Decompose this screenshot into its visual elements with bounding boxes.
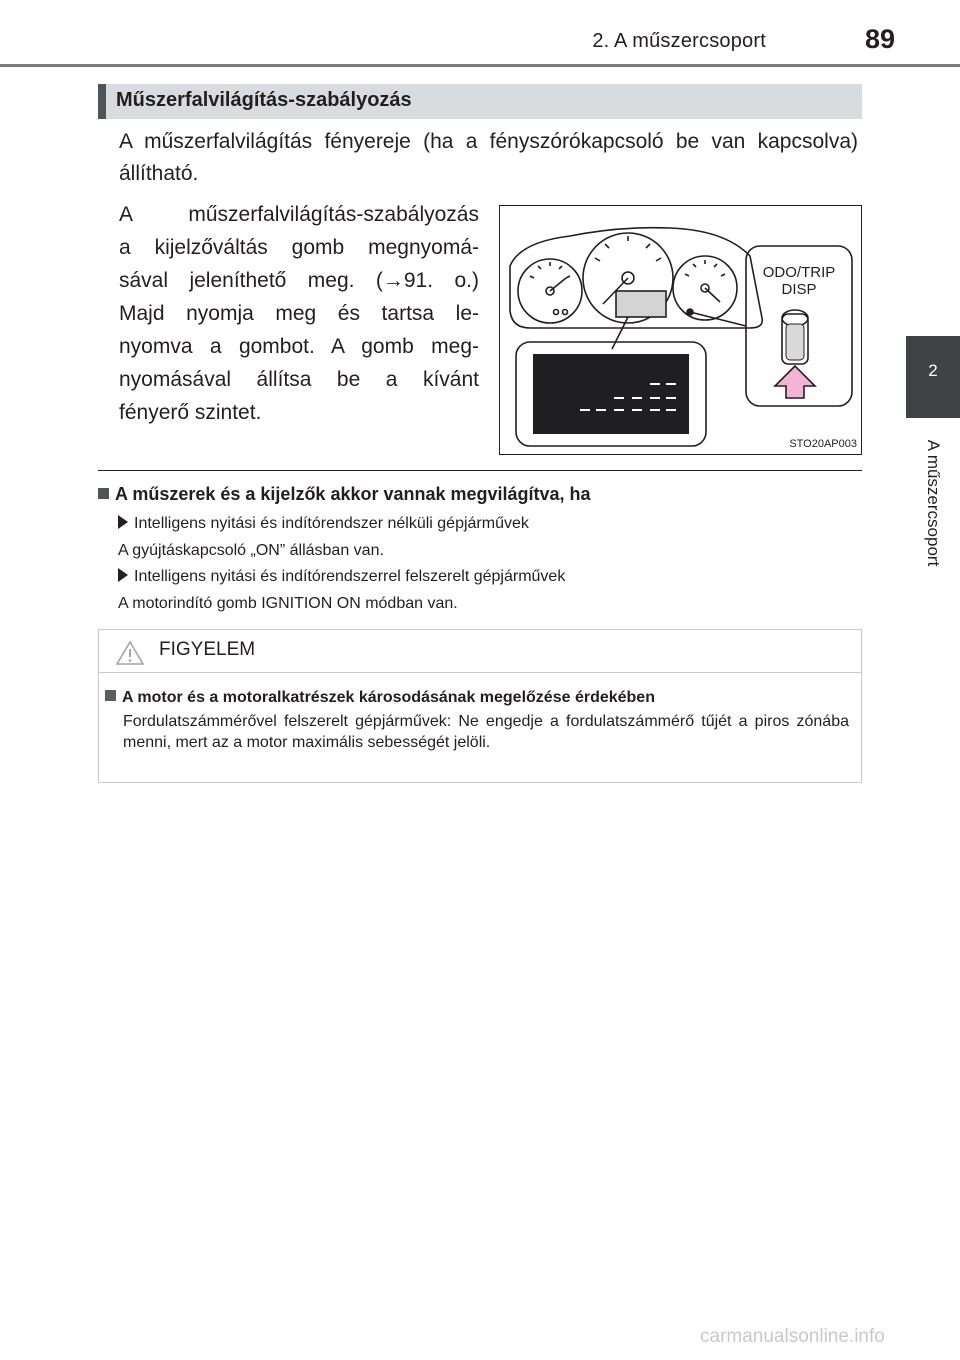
warning-heading	[105, 689, 655, 707]
info-condition	[118, 515, 529, 533]
square-bullet-icon	[98, 488, 109, 499]
warning-title: FIGYELEM	[159, 639, 256, 660]
info-condition-text: Intelligens nyitási és indítórendszerrel felszerelt gépjárművek	[134, 568, 566, 585]
cluster-display	[616, 291, 666, 317]
side-tab-number: 2	[906, 336, 960, 418]
info-heading	[98, 484, 591, 505]
button-label-line2: DISP	[781, 281, 817, 298]
warning-heading-text: A motor és a motoralkatrészek károsodásának megelőzése érdekében	[122, 689, 655, 706]
section-heading-bar	[98, 84, 106, 119]
arrow-bullet-icon	[118, 515, 128, 529]
watermark: carmanualsonline.info	[700, 1326, 885, 1347]
warning-title-bar	[99, 630, 861, 673]
info-condition-text: Intelligens nyitási és indítórendszer nélküli gépjárművek	[134, 515, 529, 532]
square-bullet-icon	[105, 690, 116, 701]
chapter-title: 2. A műszercsoport	[592, 30, 766, 52]
figure-caption: STO20AP003	[789, 438, 857, 450]
separator-rule	[98, 470, 862, 471]
side-tab-label-text: A műszercsoport	[924, 439, 943, 567]
instrument-cluster-figure	[499, 205, 862, 455]
warning-text: Fordulatszámmérővel felszerelt gépjárművek: Ne engedje a fordulatszámmérő tűjét a piros zónába menni, mert az a motor maximális sebességét jelöli.	[123, 713, 849, 751]
zoomed-display-screen	[533, 354, 689, 434]
info-text: A gyújtáskapcsoló „ON” állásban van.	[118, 542, 384, 559]
info-condition	[118, 568, 565, 586]
section-heading	[98, 84, 862, 119]
instruction-line: Majd nyomja meg és tartsa le-	[119, 302, 479, 325]
side-tab-label	[906, 420, 960, 586]
instrument-cluster-illustration	[500, 206, 860, 453]
info-heading-text: A műszerek és a kijelzők akkor vannak megvilágítva, ha	[115, 484, 591, 504]
instruction-line: A műszerfalvilágítás-szabályozás	[119, 203, 479, 226]
press-arrow-icon	[775, 366, 815, 398]
instruction-line: sával jeleníthető meg. (→91. o.)	[119, 269, 479, 292]
instruction-line: nyomva a gombot. A gomb meg-	[119, 335, 479, 358]
arrow-bullet-icon	[118, 568, 128, 582]
page-number: 89	[864, 24, 895, 54]
instruction-paragraph	[119, 198, 479, 429]
section-heading-title: Műszerfalvilágítás-szabályozás	[116, 89, 412, 111]
button-label-line1: ODO/TRIP	[762, 264, 836, 281]
header-rule	[0, 64, 960, 67]
instruction-line: fényerő szintet.	[119, 401, 262, 424]
warning-box	[98, 629, 862, 783]
info-text: A motorindító gomb IGNITION ON módban van.	[118, 595, 458, 612]
instruction-line: nyomásával állítsa be a kívánt	[119, 368, 479, 391]
intro-paragraph: A műszerfalvilágítás fényereje (ha a fényszórókapcsoló be van kapcsolva) állítható.	[119, 130, 858, 185]
instruction-line: a kijelzőváltás gomb megnyomá-	[119, 236, 479, 259]
warning-triangle-icon	[115, 640, 145, 666]
